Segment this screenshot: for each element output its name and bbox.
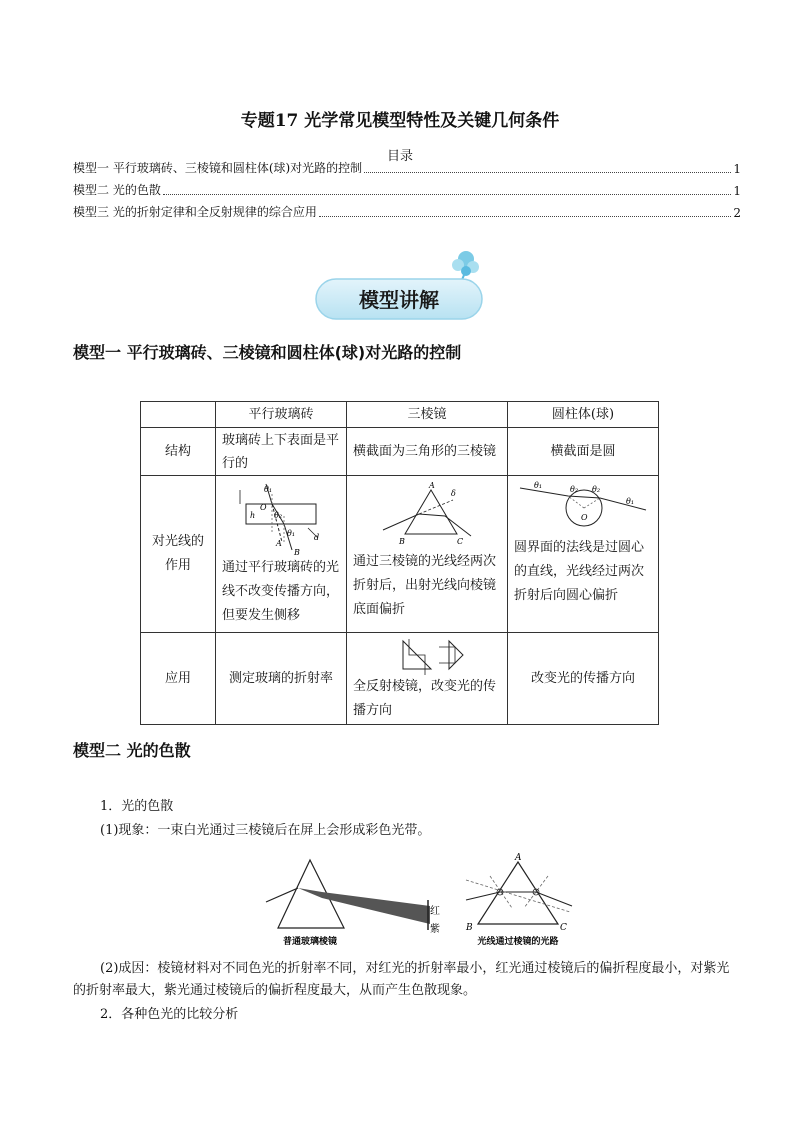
slab-label-o: O: [260, 503, 267, 512]
slab-label-b: B: [294, 548, 300, 556]
toc-entry[interactable]: [73, 182, 741, 198]
prism-diagram: [353, 480, 501, 550]
table-row: [141, 476, 659, 633]
table-cell: 改变光的传播方向: [508, 633, 659, 725]
sphere-label-theta1: θ₁: [534, 481, 543, 490]
table-cell: 横截面是圆: [508, 428, 659, 476]
sphere-label-theta2b: θ₂: [592, 485, 601, 494]
comparison-table: [140, 401, 659, 725]
table-cell: 全反射棱镜，改变光的传播方向: [353, 679, 497, 718]
slab-label-theta1b: θ₁: [287, 529, 296, 538]
prism-label-b: B: [466, 923, 473, 933]
section1-heading: 模型一 平行玻璃砖、三棱镜和圆柱体(球)对光路的控制: [73, 343, 462, 362]
toc-entry[interactable]: [73, 204, 741, 220]
prism-label-c: C: [457, 537, 464, 546]
row-label: 结构: [141, 428, 216, 476]
slab-label-a: A: [276, 539, 282, 548]
page-title: 专题17 光学常见模型特性及关键几何条件: [240, 111, 560, 131]
toc-leader: [319, 216, 732, 217]
table-cell-figure: [508, 476, 659, 633]
toc-leader: [163, 194, 732, 195]
table-header-cell: 平行玻璃砖: [216, 402, 347, 428]
prism-label-a: A: [429, 481, 435, 490]
table-header-cell: 三棱镜: [347, 402, 508, 428]
section2-heading: 模型二 光的色散: [73, 741, 191, 760]
table-header-cell: 圆柱体(球): [508, 402, 659, 428]
parallel-slab-diagram: [222, 480, 340, 556]
toc-entry-page: 1: [733, 184, 741, 198]
table-cell: 圆界面的法线是过圆心的直线，光线经过两次折射后向圆心偏折: [514, 540, 645, 603]
table-row: [141, 633, 659, 725]
table-cell-figure: [347, 476, 508, 633]
toc-entry-label: 模型二 光的色散: [73, 183, 161, 197]
table-row: [141, 428, 659, 476]
sphere-label-theta2: θ₂: [570, 485, 579, 494]
banner-label: 模型讲解: [359, 288, 439, 312]
table-cell: 通过平行玻璃砖的光线不改变传播方向，但要发生侧移: [222, 560, 340, 623]
toc-heading: 目录: [386, 149, 413, 164]
slab-label-theta2: θ₂: [274, 511, 283, 520]
table-cell: 通过三棱镜的光线经两次折射后，出射光线向棱镜底面偏折: [353, 554, 497, 617]
table-header-row: [141, 402, 659, 428]
figure-caption: 普通玻璃棱镜: [282, 937, 338, 947]
prism-label-c: C: [560, 923, 567, 933]
list-item-heading: 1．光的色散: [100, 799, 174, 814]
toc-entry-page: 1: [733, 162, 741, 176]
spectrum-label-red: 红: [430, 906, 440, 917]
dispersion-prism-figure: [262, 850, 452, 950]
sphere-label-o: O: [581, 513, 588, 522]
toc-leader: [364, 172, 731, 173]
prism-label-a: A: [515, 853, 522, 863]
prism-light-path-figure: [460, 850, 580, 950]
table-cell-figure: [216, 476, 347, 633]
sphere-diagram: [514, 480, 652, 536]
toc-entry-label: 模型三 光的折射定律和全反射规律的综合应用: [73, 205, 317, 219]
model-banner: [310, 245, 490, 325]
sphere-label-theta1b: θ₁: [626, 497, 635, 506]
table-cell: 横截面为三角形的三棱镜: [347, 428, 508, 476]
figure-caption: 光线通过棱镜的光路: [477, 937, 559, 947]
spectrum-label-violet: 紫: [430, 924, 440, 935]
slab-label-h: h: [250, 511, 256, 520]
table-cell: 测定玻璃的折射率: [216, 633, 347, 725]
prism-label-b: B: [399, 537, 405, 546]
row-label: 对光线的作用: [141, 476, 216, 633]
row-label: 应用: [141, 633, 216, 725]
table-cell-figure: [347, 633, 508, 725]
table-header-cell: [141, 402, 216, 428]
list-item-heading: 2．各种色光的比较分析: [100, 1007, 239, 1022]
paragraph: (2)成因：棱镜材料对不同色光的折射率不同，对红光的折射率最小，红光通过棱镜后的偏折程度最小，对紫光的折射率最大，紫光通过棱镜后的偏折程度最大，从而产生色散现象。: [73, 961, 730, 998]
slab-label-d: d: [314, 533, 320, 542]
total-reflection-prism-diagram: [353, 637, 501, 675]
table-cell: 玻璃砖上下表面是平行的: [216, 428, 347, 476]
slab-label-theta1: θ₁: [264, 485, 273, 494]
toc-entry[interactable]: [73, 160, 741, 176]
toc-entry-label: 模型一 平行玻璃砖、三棱镜和圆柱体(球)对光路的控制: [73, 161, 363, 175]
toc-entry-page: 2: [733, 206, 741, 220]
prism-label-delta: δ: [451, 489, 456, 498]
paragraph: (1)现象：一束白光通过三棱镜后在屏上会形成彩色光带。: [100, 823, 431, 838]
